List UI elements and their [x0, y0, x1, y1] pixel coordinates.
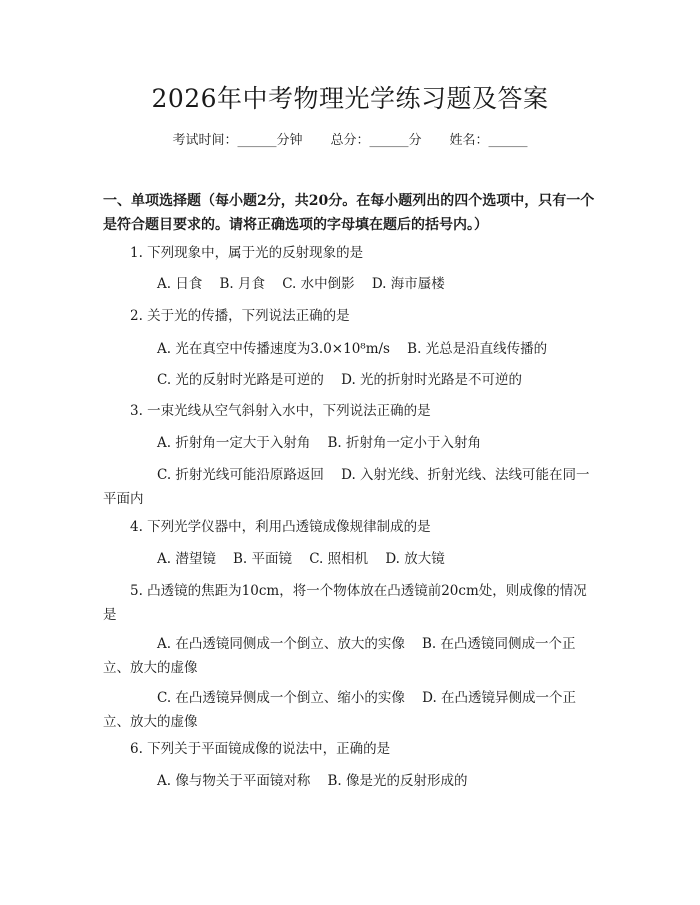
- question-3-option-b: B. 折射角一定小于入射角: [327, 435, 482, 451]
- question-1-option-a: A. 日食: [157, 276, 203, 292]
- exam-info-line: [0, 131, 700, 151]
- question-6-stem: 6. 下列关于平面镜成像的说法中，正确的是: [130, 741, 391, 757]
- question-6-option-a: A. 像与物关于平面镜对称: [157, 773, 311, 789]
- question-5-stem: 5. 凸透镜的焦距为10cm，将一个物体放在凸透镜前20cm处，则成像的情况是: [103, 583, 587, 623]
- question-5-option-a: A. 在凸透镜同侧成一个倒立、放大的实像: [157, 636, 405, 652]
- question-4-options: [157, 547, 600, 571]
- question-2-option-c: C. 光的反射时光路是可逆的: [157, 372, 324, 388]
- question-3-option-d: D. 入射光线、折射光线、法线可能在同一平面内: [103, 467, 590, 507]
- question-4-option-c: C. 照相机: [309, 551, 369, 567]
- question-4-option-d: D. 放大镜: [385, 551, 445, 567]
- question-3-option-c: C. 折射光线可能沿原路返回: [157, 467, 324, 483]
- question-3-stem: 3. 一束光线从空气斜射入水中，下列说法正确的是: [130, 403, 431, 419]
- exam-time-field: 考试时间：______分钟: [172, 133, 303, 148]
- question-5-option-d: D. 在凸透镜异侧成一个正立、放大的虚像: [103, 690, 577, 730]
- page-title: 2026年中考物理光学练习题及答案: [151, 84, 549, 113]
- question-1-option-d: D. 海市蜃楼: [371, 276, 445, 292]
- student-name-field: 姓名：______: [449, 133, 528, 148]
- question-5-option-c: C. 在凸透镜异侧成一个倒立、缩小的实像: [157, 690, 405, 706]
- question-6-option-b: B. 像是光的反射形成的: [327, 773, 468, 789]
- question-3-option-a: A. 折射角一定大于入射角: [157, 435, 311, 451]
- question-1-option-b: B. 月食: [219, 276, 266, 292]
- question-2-option-a: A. 光在真空中传播速度为3.0×10⁸m/s: [157, 341, 390, 357]
- question-5-option-b: B. 在凸透镜同侧成一个正立、放大的虚像: [103, 636, 576, 676]
- question-2-options-cd: [157, 368, 600, 392]
- section-heading-single-choice: 一、单项选择题（每小题2分，共20分。在每小题列出的四个选项中，只有一个是符合题目要求的。请将正确选项的字母填在题后的括号内。）: [103, 193, 595, 233]
- question-1-options: [157, 272, 600, 296]
- question-1-stem: 1. 下列现象中，属于光的反射现象的是: [130, 245, 364, 261]
- question-2-stem: 2. 关于光的传播，下列说法正确的是: [130, 308, 350, 324]
- question-1-option-c: C. 水中倒影: [282, 276, 355, 292]
- question-5-options-cd: [103, 686, 600, 734]
- question-6-options: [157, 769, 600, 793]
- question-3-options-ab: [157, 431, 600, 455]
- question-3-options-cd: [103, 463, 600, 511]
- question-5-options-ab: [103, 632, 600, 680]
- question-2-options-ab: [157, 337, 600, 361]
- total-score-field: 总分：______分: [330, 133, 422, 148]
- question-2-option-d: D. 光的折射时光路是不可逆的: [341, 372, 523, 388]
- question-4-option-b: B. 平面镜: [233, 551, 293, 567]
- question-4-stem: 4. 下列光学仪器中，利用凸透镜成像规律制成的是: [130, 519, 431, 535]
- question-2-option-b: B. 光总是沿直线传播的: [407, 341, 548, 357]
- question-4-option-a: A. 潜望镜: [157, 551, 216, 567]
